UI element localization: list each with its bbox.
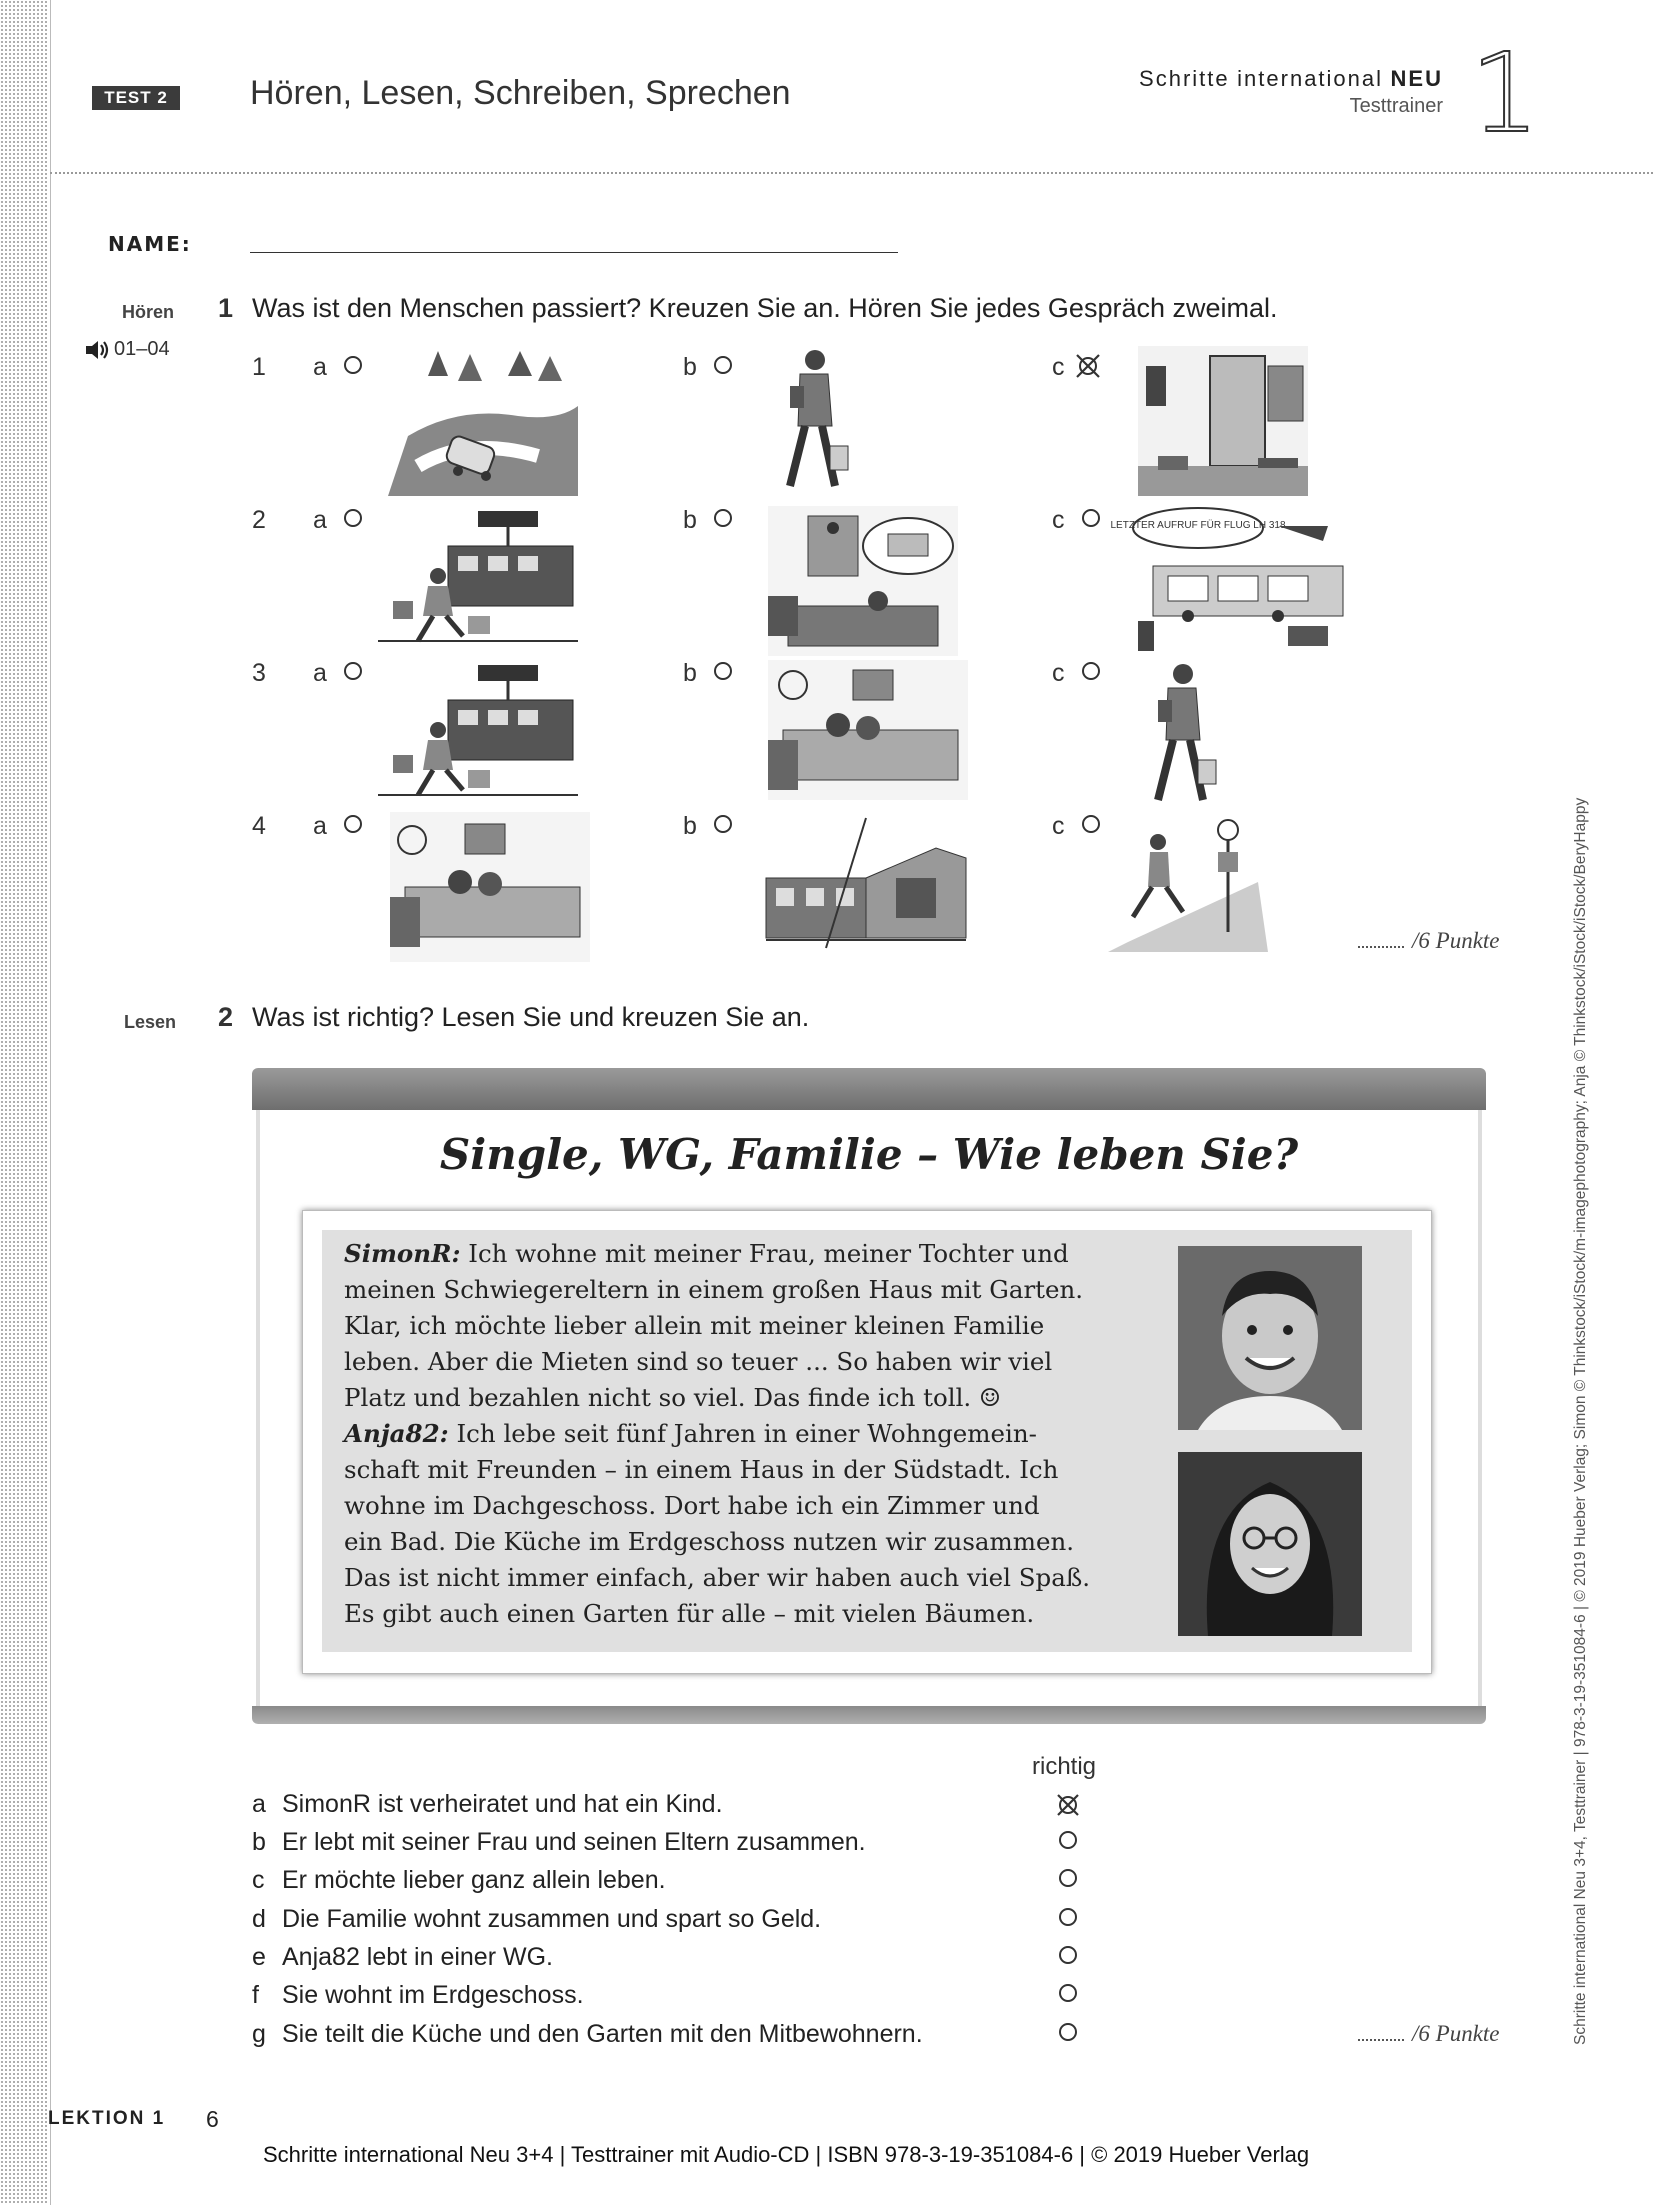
option-letter: a [313,659,327,687]
avatar-anja [1178,1452,1362,1636]
post-line: leben. Aber die Mieten sind so teuer ... So haben wir viel [344,1347,1053,1376]
statement-text: Sie wohnt im Erdgeschoss. [282,1981,584,2009]
image-man-with-suitcase [760,346,860,496]
statement-letter: c [252,1866,265,1894]
page-title: Hören, Lesen, Schreiben, Sprechen [250,74,791,112]
option-1c-checkbox-checked[interactable] [1075,353,1101,379]
article-frame-bottom [252,1706,1486,1724]
forum-post-anja [344,1416,1194,1632]
task2-instruction: Was ist richtig? Lesen Sie und kreuzen Sie an. [252,1002,810,1032]
header-divider [50,172,1653,174]
option-letter: a [313,812,327,840]
left-margin-line [50,0,51,2205]
statement-e-checkbox[interactable] [1059,1946,1077,1964]
statement-letter: g [252,2020,266,2048]
statement-text: Die Familie wohnt zusammen und spart so Geld. [282,1905,822,1933]
statement-text: SimonR ist verheiratet und hat ein Kind. [282,1790,723,1818]
article-frame-top [252,1068,1486,1110]
option-letter: c [1052,812,1065,840]
task1-points-label: /6 Punkte [1412,928,1500,953]
airport-sign-text: LETZTER AUFRUF FÜR FLUG LH 318 [1110,520,1286,531]
task1-row-number: 3 [252,659,266,687]
statement-row [252,1866,666,1895]
task2-number: 2 [218,1002,234,1032]
post-author: Anja82: [344,1419,449,1448]
option-letter: a [313,506,327,534]
post-line: ein Bad. Die Küche im Erdgeschoss nutzen wir zusammen. [344,1527,1075,1556]
statement-letter: f [252,1981,259,2009]
footer-lesson: LEKTION 1 [48,2108,166,2129]
option-letter: b [683,659,697,687]
option-3b-checkbox[interactable] [714,662,732,680]
statement-c-checkbox[interactable] [1059,1869,1077,1887]
section-label-hoeren: Hören [122,302,175,322]
post-line: schaft mit Freunden – in einem Haus in der Südstadt. Ich [344,1455,1059,1484]
avatar-simon [1178,1246,1362,1430]
post-line: Ich wohne mit meiner Frau, meiner Tochter und [468,1239,1069,1268]
image-woman-sleeping-dreaming [768,506,958,656]
test-badge: TEST 2 [92,86,180,110]
statement-text: Anja82 lebt in einer WG. [282,1943,553,1971]
task1-row-number: 1 [252,353,266,381]
statement-row [252,2020,923,2049]
option-4b-checkbox[interactable] [714,815,732,833]
option-1a-checkbox[interactable] [344,356,362,374]
statement-row [252,1905,821,1934]
post-line: Klar, ich möchte lieber allein mit meiner kleinen Familie [344,1311,1045,1340]
forum-post-simon [344,1236,1194,1416]
volume-number: 1 [1470,29,1540,157]
image-airport-check-in [1110,506,1358,656]
post-line: Ich lebe seit fünf Jahren in einer Wohngemein- [456,1419,1037,1448]
audio-track-label: 01–04 [114,338,170,360]
option-letter: a [313,353,327,381]
brand-neu: NEU [1390,66,1443,91]
option-3c-checkbox[interactable] [1082,662,1100,680]
brand [1139,62,1443,118]
image-woman-running-to-train [378,506,578,646]
left-margin-pattern [0,0,48,2205]
image-car-accident [388,346,578,496]
statement-d-checkbox[interactable] [1059,1908,1077,1926]
option-2c-checkbox[interactable] [1082,509,1100,527]
image-burgled-apartment [1138,346,1308,496]
statement-text: Er möchte lieber ganz allein leben. [282,1866,666,1894]
option-4c-checkbox[interactable] [1082,815,1100,833]
post-line: Das ist nicht immer einfach, aber wir haben auch viel Spaß. [344,1563,1090,1592]
name-input-line[interactable] [250,252,898,253]
footer-publication-line: Schritte international Neu 3+4 | Testtrainer mit Audio-CD | ISBN 978-3-19-351084-6 | © 2019 Hueber Verlag [263,2142,1310,2167]
statement-f-checkbox[interactable] [1059,1984,1077,2002]
statement-row [252,1790,723,1819]
option-letter: b [683,506,697,534]
column-header-richtig: richtig [1032,1753,1097,1780]
image-woman-running-to-bus-stop [1108,812,1268,952]
task2-points-label: /6 Punkte [1412,2021,1500,2046]
task1-row-number: 4 [252,812,266,840]
statement-a-checkbox-checked[interactable] [1055,1792,1081,1818]
image-couple-sleeping [768,660,968,800]
brand-main: Schritte [1139,66,1230,91]
statement-row [252,1943,553,1972]
option-letter: b [683,812,697,840]
statement-letter: a [252,1790,266,1818]
option-letter: c [1052,506,1065,534]
image-couple-sleeping [390,812,590,962]
name-label: NAME: [108,232,192,256]
task1-row-number: 2 [252,506,266,534]
statement-g-checkbox[interactable] [1059,2023,1077,2041]
image-woman-running-to-train [378,660,578,800]
statement-text: Er lebt mit seiner Frau und seinen Eltern zusammen. [282,1828,866,1856]
post-line: Platz und bezahlen nicht so viel. Das finde ich toll. ☺ [344,1383,1001,1412]
task1-instruction: Was ist den Menschen passiert? Kreuzen Sie an. Hören Sie jedes Gespräch zweimal. [252,293,1278,323]
option-2a-checkbox[interactable] [344,509,362,527]
post-author: SimonR: [344,1239,461,1268]
section-label-lesen: Lesen [124,1012,177,1032]
task1-number: 1 [218,293,234,323]
option-letter: c [1052,659,1065,687]
option-4a-checkbox[interactable] [344,815,362,833]
audio-track [84,338,170,361]
image-credits: Schritte international Neu 3+4, Testtrainer | 978-3-19-351084-6 | © 2019 Hueber Verlag; Simon © Thinkstock/iStock/m-imagephotography; Anja © Thinkstock/iStock/iStock/BeryHappy [1572,797,1589,2045]
task2-points [1358,2021,1500,2047]
option-letter: b [683,353,697,381]
post-line: meinen Schwiegereltern in einem großen Haus mit Garten. [344,1275,1084,1304]
post-line: wohne im Dachgeschoss. Dort habe ich ein Zimmer und [344,1491,1040,1520]
post-line: Es gibt auch einen Garten für alle – mit vielen Bäumen. [344,1599,1035,1628]
task1-points [1358,928,1500,954]
statement-text: Sie teilt die Küche und den Garten mit den Mitbewohnern. [282,2020,923,2048]
speaker-icon [84,339,110,361]
statement-row [252,1828,866,1857]
statement-b-checkbox[interactable] [1059,1831,1077,1849]
option-2b-checkbox[interactable] [714,509,732,527]
points-input-line[interactable] [1358,946,1404,948]
article-title: Single, WG, Familie – Wie leben Sie? [439,1130,1299,1179]
statement-letter: b [252,1828,266,1856]
statement-letter: d [252,1905,266,1933]
option-letter: c [1052,353,1065,381]
points-input-line[interactable] [1358,2039,1404,2041]
page-number: 6 [206,2106,219,2132]
image-man-with-suitcase [1128,660,1228,810]
image-train-at-station [766,818,966,948]
option-1b-checkbox[interactable] [714,356,732,374]
statement-letter: e [252,1943,266,1971]
statement-row [252,1981,584,2010]
brand-sub: Testtrainer [1349,95,1443,117]
brand-mid: international [1237,66,1384,91]
option-3a-checkbox[interactable] [344,662,362,680]
